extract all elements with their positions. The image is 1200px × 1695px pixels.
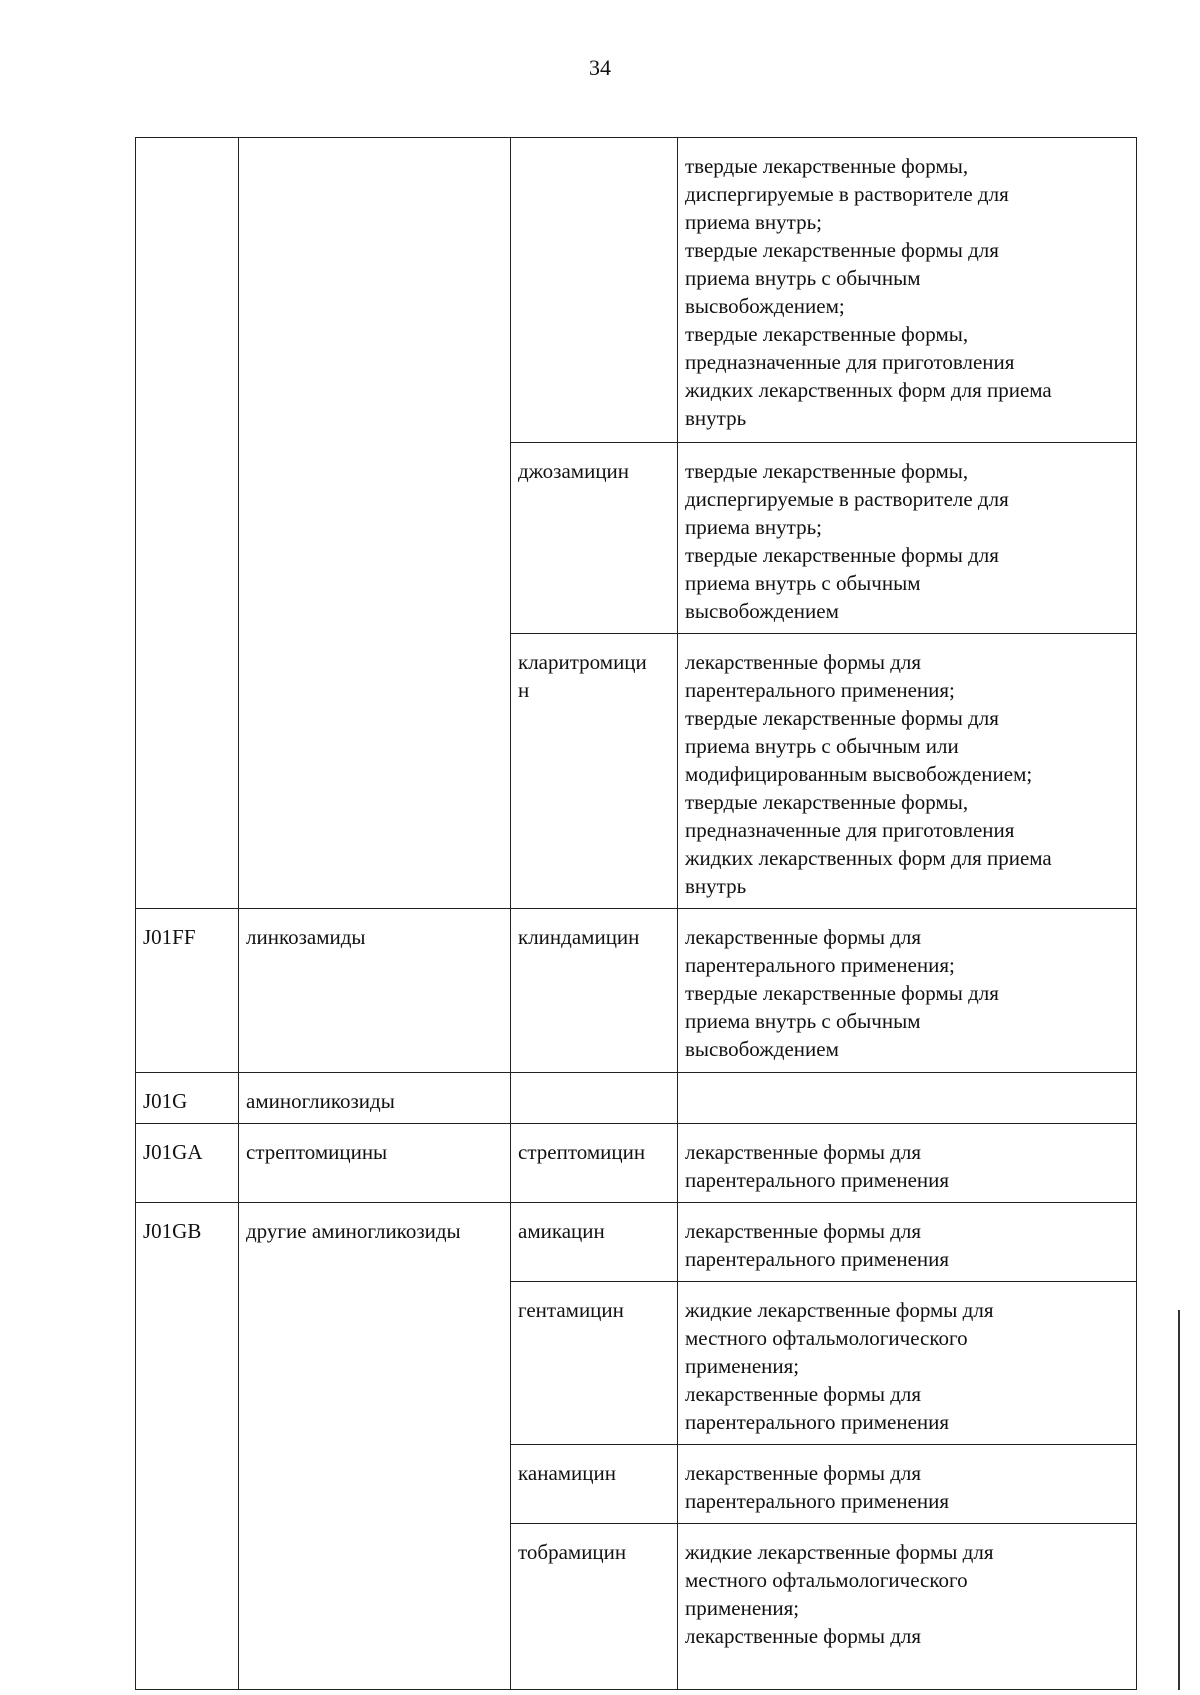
drug-name-cell: гентамицин bbox=[511, 1282, 678, 1445]
drug-name-cell: канамицин bbox=[511, 1445, 678, 1524]
group-name-cell: стрептомицины bbox=[239, 1124, 511, 1203]
atc-code-cell: J01FF bbox=[136, 909, 239, 1073]
drug-name-cell: тобрамицин bbox=[511, 1524, 678, 1690]
table-row bbox=[136, 1124, 1137, 1203]
atc-code-cell: J01G bbox=[136, 1073, 239, 1124]
drug-name-cell: джозамицин bbox=[511, 443, 678, 634]
drug-name-cell: кларитромици н bbox=[511, 634, 678, 909]
drug-table bbox=[135, 137, 1137, 1690]
atc-code-cell: J01GA bbox=[136, 1124, 239, 1203]
drug-name-cell: клиндамицин bbox=[511, 909, 678, 1073]
group-name-cell bbox=[239, 138, 511, 909]
dosage-forms-cell: твердые лекарственные формы, диспергируемые в растворителе для приема внутрь; твердые лекарственные формы для приема внутрь с обычным высвобождением; твердые лекарственные формы, предназначенные для приготовления жидких лекарственных форм для приема внутрь bbox=[678, 138, 1137, 443]
table-row bbox=[136, 909, 1137, 1073]
dosage-forms-cell: лекарственные формы для парентерального применения; твердые лекарственные формы для приема внутрь с обычным или модифицированным высвобождением; твердые лекарственные формы, предназначенные для приготовления жидких лекарственных форм для приема внутрь bbox=[678, 634, 1137, 909]
atc-code-cell: J01GB bbox=[136, 1203, 239, 1690]
page-number: 34 bbox=[589, 55, 611, 80]
drug-name-cell: стрептомицин bbox=[511, 1124, 678, 1203]
scan-edge-line bbox=[1178, 1310, 1180, 1690]
table-row bbox=[136, 138, 1137, 443]
group-name-cell: линкозамиды bbox=[239, 909, 511, 1073]
table-row bbox=[136, 1203, 1137, 1282]
dosage-forms-cell: лекарственные формы для парентерального применения bbox=[678, 1445, 1137, 1524]
drug-name-cell bbox=[511, 1073, 678, 1124]
group-name-cell: другие аминогликозиды bbox=[239, 1203, 511, 1690]
drug-name-cell: амикацин bbox=[511, 1203, 678, 1282]
dosage-forms-cell: жидкие лекарственные формы для местного офтальмологического применения; лекарственные формы для парентерального применения bbox=[678, 1282, 1137, 1445]
atc-code-cell bbox=[136, 138, 239, 909]
table-row bbox=[136, 1073, 1137, 1124]
dosage-forms-cell: лекарственные формы для парентерального применения bbox=[678, 1203, 1137, 1282]
drug-name-cell bbox=[511, 138, 678, 443]
group-name-cell: аминогликозиды bbox=[239, 1073, 511, 1124]
dosage-forms-cell: лекарственные формы для парентерального применения bbox=[678, 1124, 1137, 1203]
dosage-forms-cell: твердые лекарственные формы, диспергируемые в растворителе для приема внутрь; твердые лекарственные формы для приема внутрь с обычным высвобождением bbox=[678, 443, 1137, 634]
dosage-forms-cell: жидкие лекарственные формы для местного офтальмологического применения; лекарственные формы для bbox=[678, 1524, 1137, 1690]
dosage-forms-cell: лекарственные формы для парентерального применения; твердые лекарственные формы для приема внутрь с обычным высвобождением bbox=[678, 909, 1137, 1073]
dosage-forms-cell bbox=[678, 1073, 1137, 1124]
